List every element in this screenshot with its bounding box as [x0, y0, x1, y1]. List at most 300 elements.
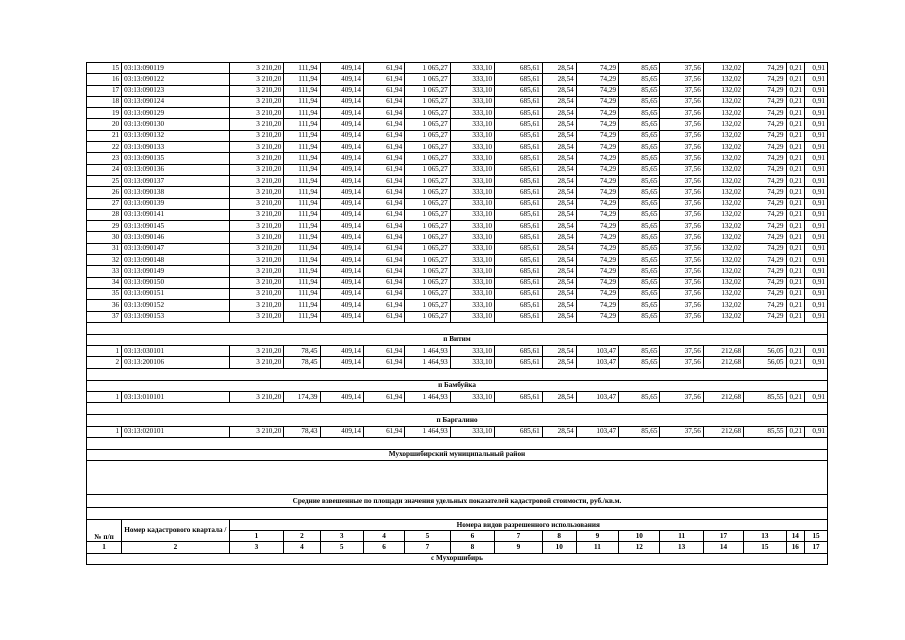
value-cell: 0,91	[805, 187, 828, 198]
value-cell: 0,21	[786, 357, 805, 368]
value-cell: 61,94	[363, 426, 404, 437]
value-cell: 85,65	[619, 164, 660, 175]
column-index: 3	[229, 542, 284, 553]
table-row	[87, 63, 828, 74]
value-cell: 0,91	[805, 108, 828, 119]
value-cell: 28,54	[542, 392, 576, 403]
value-cell: 85,65	[619, 119, 660, 130]
value-cell: 3 210,20	[229, 175, 284, 186]
table-row	[87, 108, 828, 119]
value-cell: 3 210,20	[229, 221, 284, 232]
value-cell: 37,56	[660, 74, 703, 85]
value-cell: 3 210,20	[229, 96, 284, 107]
kind-number: 1	[229, 531, 284, 542]
value-cell: 28,54	[542, 426, 576, 437]
blank-row	[87, 437, 828, 449]
cadastral-quarter: 03:13:010101	[122, 392, 229, 403]
value-cell: 1 464,93	[405, 426, 450, 437]
value-cell: 74,29	[576, 96, 618, 107]
value-cell: 0,21	[786, 392, 805, 403]
value-cell: 78,43	[284, 426, 320, 437]
column-index: 12	[619, 542, 660, 553]
value-cell: 409,14	[320, 108, 363, 119]
cadastral-quarter: 03:13:090141	[122, 209, 229, 220]
value-cell: 74,29	[576, 164, 618, 175]
value-cell: 132,02	[703, 266, 743, 277]
value-cell: 333,10	[450, 164, 494, 175]
kind-number: 13	[744, 531, 786, 542]
cadastral-quarter: 03:13:020101	[122, 426, 229, 437]
row-number: 25	[87, 175, 122, 186]
value-cell: 111,94	[284, 108, 320, 119]
value-cell: 28,54	[542, 108, 576, 119]
value-cell: 61,94	[363, 255, 404, 266]
value-cell: 1 065,27	[405, 209, 450, 220]
value-cell: 74,29	[576, 74, 618, 85]
row-number: 30	[87, 232, 122, 243]
value-cell: 0,91	[805, 232, 828, 243]
value-cell: 0,21	[786, 164, 805, 175]
table-row	[87, 187, 828, 198]
value-cell: 1 065,27	[405, 243, 450, 254]
value-cell: 333,10	[450, 142, 494, 153]
value-cell: 1 464,93	[405, 392, 450, 403]
value-cell: 409,14	[320, 426, 363, 437]
value-cell: 74,29	[744, 288, 786, 299]
value-cell: 1 065,27	[405, 277, 450, 288]
table-row	[87, 74, 828, 85]
value-cell: 685,61	[495, 74, 543, 85]
value-cell: 0,91	[805, 392, 828, 403]
value-cell: 409,14	[320, 357, 363, 368]
value-cell: 0,21	[786, 187, 805, 198]
value-cell: 3 210,20	[229, 255, 284, 266]
cadastral-quarter: 03:13:090139	[122, 198, 229, 209]
value-cell: 37,56	[660, 426, 703, 437]
value-cell: 3 210,20	[229, 232, 284, 243]
value-cell: 74,29	[744, 300, 786, 311]
value-cell: 409,14	[320, 63, 363, 74]
value-cell: 74,29	[576, 108, 618, 119]
column-index: 8	[450, 542, 494, 553]
value-cell: 1 065,27	[405, 74, 450, 85]
value-cell: 0,21	[786, 108, 805, 119]
value-cell: 409,14	[320, 187, 363, 198]
value-cell: 61,94	[363, 300, 404, 311]
value-cell: 85,65	[619, 392, 660, 403]
table-row	[87, 119, 828, 130]
value-cell: 409,14	[320, 311, 363, 322]
header-quarter: Номер кадастрового квартала /	[122, 520, 229, 542]
value-cell: 0,91	[805, 198, 828, 209]
value-cell: 61,94	[363, 96, 404, 107]
value-cell: 132,02	[703, 85, 743, 96]
value-cell: 685,61	[495, 187, 543, 198]
value-cell: 333,10	[450, 187, 494, 198]
kind-number: 2	[284, 531, 320, 542]
value-cell: 685,61	[495, 346, 543, 357]
value-cell: 685,61	[495, 85, 543, 96]
table-row	[87, 130, 828, 141]
table-row	[87, 277, 828, 288]
value-cell: 685,61	[495, 266, 543, 277]
value-cell: 74,29	[576, 130, 618, 141]
value-cell: 28,54	[542, 187, 576, 198]
value-cell: 61,94	[363, 266, 404, 277]
value-cell: 111,94	[284, 187, 320, 198]
value-cell: 409,14	[320, 153, 363, 164]
value-cell: 409,14	[320, 346, 363, 357]
row-number: 23	[87, 153, 122, 164]
value-cell: 85,65	[619, 426, 660, 437]
value-cell: 28,54	[542, 288, 576, 299]
value-cell: 0,91	[805, 175, 828, 186]
value-cell: 409,14	[320, 243, 363, 254]
value-cell: 61,94	[363, 198, 404, 209]
value-cell: 111,94	[284, 277, 320, 288]
value-cell: 685,61	[495, 311, 543, 322]
value-cell: 61,94	[363, 277, 404, 288]
table-row	[87, 221, 828, 232]
value-cell: 37,56	[660, 311, 703, 322]
value-cell: 0,91	[805, 426, 828, 437]
value-cell: 28,54	[542, 96, 576, 107]
value-cell: 74,29	[744, 153, 786, 164]
value-cell: 333,10	[450, 198, 494, 209]
value-cell: 111,94	[284, 153, 320, 164]
value-cell: 1 065,27	[405, 96, 450, 107]
value-cell: 1 065,27	[405, 130, 450, 141]
cadastral-quarter: 03:13:030101	[122, 346, 229, 357]
value-cell: 3 210,20	[229, 266, 284, 277]
value-cell: 3 210,20	[229, 357, 284, 368]
value-cell: 111,94	[284, 221, 320, 232]
value-cell: 3 210,20	[229, 153, 284, 164]
value-cell: 0,91	[805, 243, 828, 254]
value-cell: 3 210,20	[229, 198, 284, 209]
value-cell: 3 210,20	[229, 130, 284, 141]
value-cell: 74,29	[576, 277, 618, 288]
value-cell: 74,29	[576, 63, 618, 74]
value-cell: 132,02	[703, 96, 743, 107]
value-cell: 61,94	[363, 74, 404, 85]
value-cell: 409,14	[320, 209, 363, 220]
value-cell: 409,14	[320, 130, 363, 141]
value-cell: 37,56	[660, 392, 703, 403]
value-cell: 61,94	[363, 108, 404, 119]
column-index: 17	[805, 542, 828, 553]
value-cell: 61,94	[363, 311, 404, 322]
kind-number: 14	[786, 531, 805, 542]
value-cell: 1 464,93	[405, 357, 450, 368]
table-row	[87, 288, 828, 299]
value-cell: 333,10	[450, 288, 494, 299]
value-cell: 333,10	[450, 153, 494, 164]
value-cell: 85,65	[619, 63, 660, 74]
blank-row	[87, 508, 828, 520]
row-number: 36	[87, 300, 122, 311]
value-cell: 37,56	[660, 243, 703, 254]
value-cell: 3 210,20	[229, 108, 284, 119]
kind-number: 5	[405, 531, 450, 542]
value-cell: 111,94	[284, 288, 320, 299]
cadastral-quarter: 03:13:090130	[122, 119, 229, 130]
value-cell: 0,91	[805, 85, 828, 96]
value-cell: 37,56	[660, 153, 703, 164]
value-cell: 1 065,27	[405, 221, 450, 232]
value-cell: 685,61	[495, 142, 543, 153]
cadastral-quarter: 03:13:090146	[122, 232, 229, 243]
row-number: 16	[87, 74, 122, 85]
settlement-title: п Баргалино	[87, 415, 828, 426]
value-cell: 74,29	[576, 175, 618, 186]
value-cell: 685,61	[495, 130, 543, 141]
note-row	[87, 495, 828, 508]
value-cell: 0,91	[805, 130, 828, 141]
cadastral-quarter: 03:13:090148	[122, 255, 229, 266]
value-cell: 74,29	[744, 108, 786, 119]
value-cell: 1 065,27	[405, 85, 450, 96]
value-cell: 74,29	[744, 142, 786, 153]
cadastral-quarter: 03:13:090138	[122, 187, 229, 198]
cadastral-quarter: 03:13:090129	[122, 108, 229, 119]
column-index: 2	[122, 542, 229, 553]
value-cell: 333,10	[450, 311, 494, 322]
value-cell: 74,29	[744, 130, 786, 141]
value-cell: 74,29	[576, 187, 618, 198]
value-cell: 1 065,27	[405, 300, 450, 311]
value-cell: 61,94	[363, 153, 404, 164]
value-cell: 333,10	[450, 277, 494, 288]
value-cell: 132,02	[703, 198, 743, 209]
value-cell: 212,68	[703, 392, 743, 403]
value-cell: 85,65	[619, 232, 660, 243]
value-cell: 685,61	[495, 63, 543, 74]
value-cell: 409,14	[320, 175, 363, 186]
value-cell: 685,61	[495, 357, 543, 368]
value-cell: 74,29	[576, 255, 618, 266]
row-number: 20	[87, 119, 122, 130]
table-row	[87, 153, 828, 164]
value-cell: 212,68	[703, 346, 743, 357]
value-cell: 132,02	[703, 63, 743, 74]
row-number: 32	[87, 255, 122, 266]
value-cell: 0,21	[786, 243, 805, 254]
district-title: Мухоршибирский муниципальный район	[87, 449, 828, 460]
value-cell: 74,29	[576, 232, 618, 243]
table-row	[87, 164, 828, 175]
value-cell: 28,54	[542, 277, 576, 288]
settlement-title: с Мухоршибирь	[87, 553, 828, 564]
column-index: 4	[284, 542, 320, 553]
value-cell: 37,56	[660, 85, 703, 96]
value-cell: 28,54	[542, 300, 576, 311]
value-cell: 111,94	[284, 243, 320, 254]
cadastral-quarter: 03:13:090147	[122, 243, 229, 254]
value-cell: 111,94	[284, 142, 320, 153]
value-cell: 132,02	[703, 288, 743, 299]
value-cell: 111,94	[284, 119, 320, 130]
kind-number: 17	[703, 531, 743, 542]
value-cell: 409,14	[320, 277, 363, 288]
value-cell: 74,29	[744, 74, 786, 85]
value-cell: 333,10	[450, 346, 494, 357]
value-cell: 28,54	[542, 232, 576, 243]
value-cell: 0,21	[786, 300, 805, 311]
value-cell: 132,02	[703, 300, 743, 311]
value-cell: 74,29	[576, 288, 618, 299]
value-cell: 333,10	[450, 243, 494, 254]
value-cell: 85,65	[619, 300, 660, 311]
value-cell: 685,61	[495, 198, 543, 209]
value-cell: 111,94	[284, 255, 320, 266]
value-cell: 74,29	[576, 85, 618, 96]
value-cell: 1 065,27	[405, 198, 450, 209]
value-cell: 0,91	[805, 142, 828, 153]
value-cell: 74,29	[744, 311, 786, 322]
value-cell: 333,10	[450, 108, 494, 119]
value-cell: 28,54	[542, 266, 576, 277]
value-cell: 28,54	[542, 311, 576, 322]
value-cell: 56,05	[744, 346, 786, 357]
table-row	[87, 266, 828, 277]
value-cell: 3 210,20	[229, 288, 284, 299]
value-cell: 685,61	[495, 96, 543, 107]
table-row	[87, 142, 828, 153]
value-cell: 28,54	[542, 142, 576, 153]
value-cell: 111,94	[284, 96, 320, 107]
value-cell: 0,21	[786, 209, 805, 220]
value-cell: 0,21	[786, 255, 805, 266]
value-cell: 409,14	[320, 142, 363, 153]
value-cell: 685,61	[495, 426, 543, 437]
row-number: 1	[87, 392, 122, 403]
value-cell: 333,10	[450, 255, 494, 266]
cadastral-quarter: 03:13:090145	[122, 221, 229, 232]
value-cell: 61,94	[363, 85, 404, 96]
table-row	[87, 232, 828, 243]
value-cell: 0,91	[805, 63, 828, 74]
row-number: 24	[87, 164, 122, 175]
value-cell: 3 210,20	[229, 209, 284, 220]
value-cell: 85,65	[619, 85, 660, 96]
value-cell: 409,14	[320, 392, 363, 403]
blank-row	[87, 403, 828, 415]
value-cell: 85,65	[619, 198, 660, 209]
value-cell: 61,94	[363, 221, 404, 232]
value-cell: 61,94	[363, 164, 404, 175]
value-cell: 409,14	[320, 164, 363, 175]
value-cell: 1 065,27	[405, 108, 450, 119]
value-cell: 37,56	[660, 346, 703, 357]
row-number: 2	[87, 357, 122, 368]
value-cell: 0,21	[786, 153, 805, 164]
value-cell: 74,29	[744, 232, 786, 243]
row-number: 19	[87, 108, 122, 119]
value-cell: 85,65	[619, 108, 660, 119]
value-cell: 132,02	[703, 232, 743, 243]
value-cell: 685,61	[495, 119, 543, 130]
value-cell: 409,14	[320, 198, 363, 209]
value-cell: 0,91	[805, 311, 828, 322]
value-cell: 132,02	[703, 74, 743, 85]
value-cell: 74,29	[744, 119, 786, 130]
value-cell: 37,56	[660, 130, 703, 141]
value-cell: 1 065,27	[405, 288, 450, 299]
value-cell: 0,21	[786, 74, 805, 85]
value-cell: 0,21	[786, 346, 805, 357]
table-row	[87, 346, 828, 357]
value-cell: 0,21	[786, 311, 805, 322]
value-cell: 85,65	[619, 209, 660, 220]
value-cell: 3 210,20	[229, 300, 284, 311]
index-row	[87, 542, 828, 553]
column-index: 7	[405, 542, 450, 553]
value-cell: 132,02	[703, 255, 743, 266]
row-number: 1	[87, 426, 122, 437]
table-row	[87, 392, 828, 403]
value-cell: 111,94	[284, 74, 320, 85]
value-cell: 132,02	[703, 243, 743, 254]
value-cell: 74,29	[744, 85, 786, 96]
value-cell: 111,94	[284, 175, 320, 186]
value-cell: 0,91	[805, 266, 828, 277]
value-cell: 111,94	[284, 232, 320, 243]
value-cell: 28,54	[542, 209, 576, 220]
value-cell: 74,29	[576, 311, 618, 322]
table-body	[87, 63, 828, 565]
row-number: 33	[87, 266, 122, 277]
value-cell: 3 210,20	[229, 277, 284, 288]
value-cell: 37,56	[660, 175, 703, 186]
value-cell: 3 210,20	[229, 142, 284, 153]
value-cell: 37,56	[660, 164, 703, 175]
cadastral-quarter: 03:13:090149	[122, 266, 229, 277]
value-cell: 74,29	[576, 153, 618, 164]
value-cell: 37,56	[660, 187, 703, 198]
value-cell: 132,02	[703, 311, 743, 322]
value-cell: 333,10	[450, 392, 494, 403]
value-cell: 74,29	[744, 243, 786, 254]
value-cell: 61,94	[363, 288, 404, 299]
value-cell: 37,56	[660, 300, 703, 311]
row-number: 35	[87, 288, 122, 299]
value-cell: 85,65	[619, 346, 660, 357]
value-cell: 132,02	[703, 221, 743, 232]
value-cell: 28,54	[542, 130, 576, 141]
table-row	[87, 311, 828, 322]
value-cell: 74,29	[576, 119, 618, 130]
cadastral-quarter: 03:13:090136	[122, 164, 229, 175]
kind-number: 15	[805, 531, 828, 542]
value-cell: 3 210,20	[229, 187, 284, 198]
value-cell: 333,10	[450, 175, 494, 186]
value-cell: 74,29	[744, 209, 786, 220]
table-row	[87, 300, 828, 311]
value-cell: 61,94	[363, 232, 404, 243]
value-cell: 0,91	[805, 209, 828, 220]
value-cell: 333,10	[450, 357, 494, 368]
value-cell: 37,56	[660, 221, 703, 232]
value-cell: 85,65	[619, 255, 660, 266]
value-cell: 28,54	[542, 243, 576, 254]
header-number: № п/п	[87, 520, 122, 542]
value-cell: 78,45	[284, 346, 320, 357]
value-cell: 111,94	[284, 198, 320, 209]
value-cell: 103,47	[576, 346, 618, 357]
value-cell: 333,10	[450, 85, 494, 96]
column-index: 1	[87, 542, 122, 553]
